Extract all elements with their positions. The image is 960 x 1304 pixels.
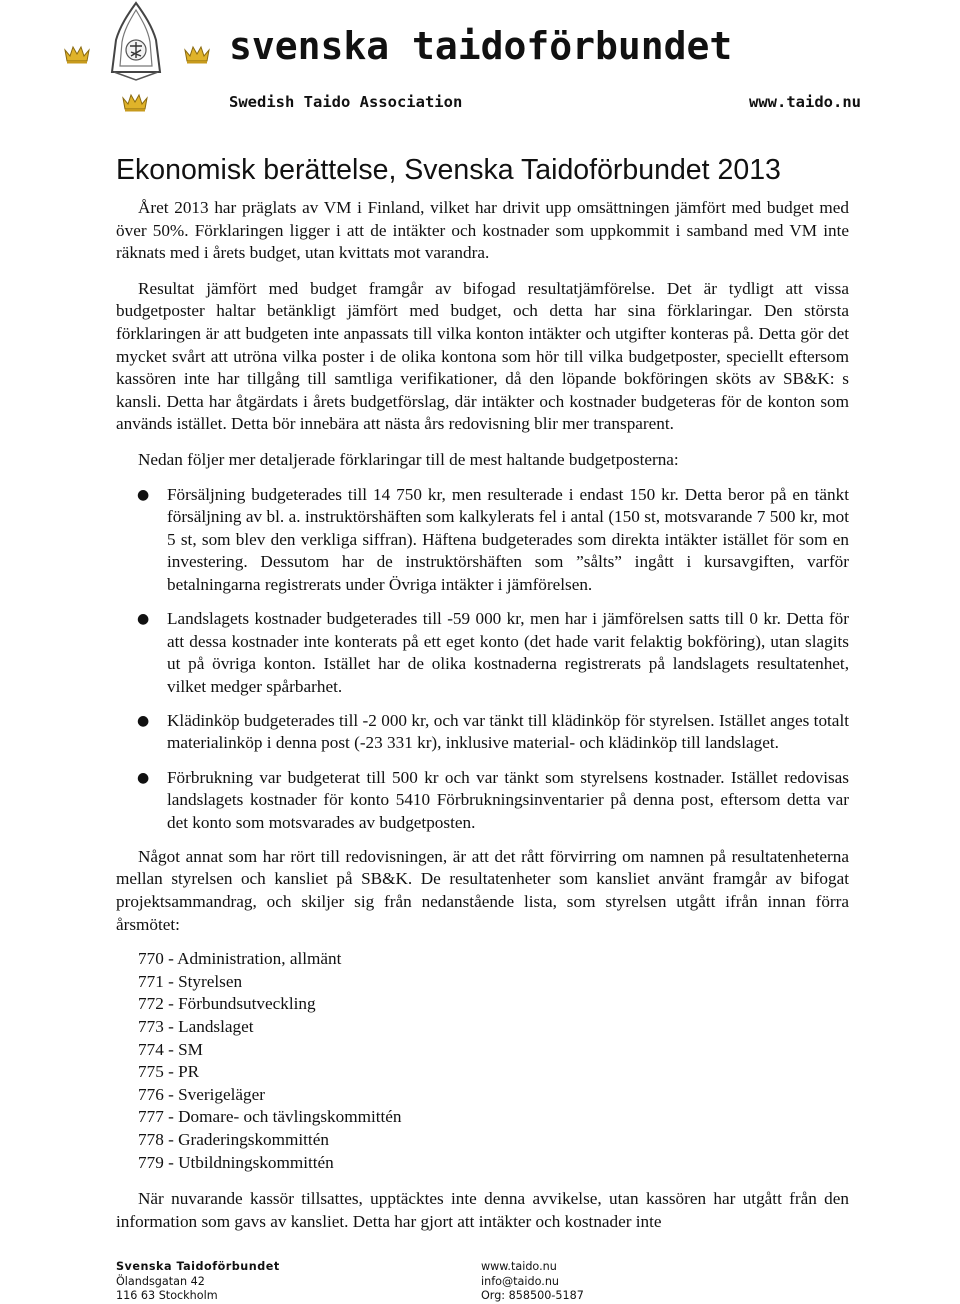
list-item: 772 - Förbundsutveckling — [138, 994, 316, 1014]
list-item: 776 - Sverigeläger — [138, 1084, 265, 1104]
bullet-icon: ● — [137, 611, 150, 627]
paragraph: Nedan följer mer detaljerade förklaringar till de mest haltande budgetposterna: — [138, 449, 679, 469]
bullet-icon: ● — [137, 486, 150, 503]
paragraph: Något annat som har rört till redovisningen, är att det rått förvirring om namnen på resultatenheterna mellan styrelsen och kansliet på SB&K. De resultatenheter som kansliet använt framgår av bifogat projektsammandrag, och skiljer sig från nedanstående lista, som styrelsen utgått ifrån innan förra årsmötet: — [116, 846, 849, 934]
paragraph: Resultat jämfört med budget framgår av bifogad resultatjämförelse. Det är tydligt att vissa budgetposter haltar betänkligt jämfört med budget, och detta har sina förklaringar. Den största förklaringen är att budgeten inte anpassats till vilka konton intäkter och utgifter konteras på. Detta gör det mycket svårt att utröna vilka poster i de olika kontona som hör till vilka budgetposter, speciellt eftersom kassören inte har tillgång till samtliga verifikationer, då den löpande bokföringen sköts av SB&K: s kansli. Detta har åtgärdats i årets budgetförslag, där intäkter och kostnader budgeteras för de konton som används istället. Detta bör innebära att nästa års redovisning blir mer transparent. — [116, 278, 849, 434]
crown-icon — [184, 44, 210, 64]
paragraph: Året 2013 har präglats av VM i Finland, vilket har drivit upp omsättningen jämfört med budget med över 50%. Förklaringen ligger i att de intäkter och kostnader som uppkommit i samband med VM inte räknats med i årets budget, utan kvittats mot varandra. — [116, 198, 849, 263]
footer-email-link[interactable]: info@taido.nu — [481, 1274, 560, 1288]
list-item: 774 - SM — [138, 1039, 203, 1059]
list-item: 770 - Administration, allmänt — [138, 949, 342, 969]
list-item — [116, 767, 849, 835]
bullet-icon: ● — [137, 712, 150, 729]
list-item: 773 - Landslaget — [138, 1017, 254, 1036]
list-item: 775 - PR — [138, 1062, 200, 1082]
list-item-text: Landslagets kostnader budgeterades till -59 000 kr, men har i jämförelsen satts till 0 kr. Detta för att dessa kostnader inte konterats på ett eget konto (det hade varit felaktig bokföring), utan slagits ut på övriga konton. Istället har de olika kostnaderna registrerats på landslagets resultatenhet, vilket medger spårbarhet. — [167, 609, 849, 696]
bullet-icon: ● — [137, 769, 150, 786]
document-body — [116, 197, 849, 1233]
crown-icon — [64, 44, 90, 64]
list-item — [116, 608, 849, 698]
document-title: Ekonomisk berättelse, Svenska Taidoförbundet 2013 — [116, 154, 781, 186]
footer-website-link[interactable]: www.taido.nu — [481, 1260, 557, 1273]
footer-org-number: Org: 858500-5187 — [481, 1289, 584, 1302]
list-item: 771 - Styrelsen — [138, 971, 243, 991]
list-item — [116, 484, 849, 597]
list-item-text: Förbrukning var budgeterat till 500 kr och var tänkt som styrelsens kostnader. Istället redovisas landslagets kostnader för konto 5410 Förbrukningsinventarier på denna post, eftersom detta var det konto som motsvarades av budgetposten. — [167, 767, 849, 832]
list-item — [116, 710, 849, 755]
footer-city: 116 63 Stockholm — [116, 1289, 218, 1302]
paragraph: När nuvarande kassör tillsattes, upptäcktes inte denna avvikelse, utan kassören har utgått från den information som gavs av kansliet. Detta har gjort att intäkter och kostnader inte — [116, 1189, 849, 1231]
list-item-text: Klädinköp budgeterades till -2 000 kr, och var tänkt till klädinköp för styrelsen. Istället anges totalt materialinköp i denna post (-23 331 kr), inklusive material- och klädinköp till landslaget. — [167, 710, 849, 753]
header-website-link[interactable]: www.taido.nu — [749, 93, 861, 111]
list-item: 778 - Graderingskommittén — [138, 1129, 329, 1149]
brand-name: svenska taidoförbundet — [229, 24, 733, 68]
result-units-list — [116, 948, 849, 1174]
footer-address — [116, 1260, 416, 1304]
budget-explanations-list — [116, 484, 849, 835]
association-name: Swedish Taido Association — [229, 93, 463, 111]
list-item-text: Försäljning budgeterades till 14 750 kr, men resulterade i endast 150 kr. Detta beror på en tänkt försäljning av bl. a. instruktörshäften som kalkylerats fel i antal (150 st, motsvarande 7 500 kr, mot 5 st, som blev den verkliga siffran). Häftena budgeterades som direkta intäkter istället för som en investering. Dessutom har de instruktörshäften som ”sålts” ingått i kursavgiften, varför betalningarna registrerats under Övriga intäkter i jämförelsen. — [167, 484, 849, 594]
list-item: 777 - Domare- och tävlingskommittén — [138, 1107, 402, 1127]
list-item: 779 - Utbildningskommittén — [138, 1152, 334, 1172]
footer-org-name: Svenska Taidoförbundet — [116, 1260, 280, 1273]
taido-emblem-icon — [104, 0, 168, 82]
footer-contact — [481, 1260, 741, 1304]
crown-icon — [122, 92, 148, 112]
footer-street: Ölandsgatan 42 — [116, 1274, 205, 1288]
